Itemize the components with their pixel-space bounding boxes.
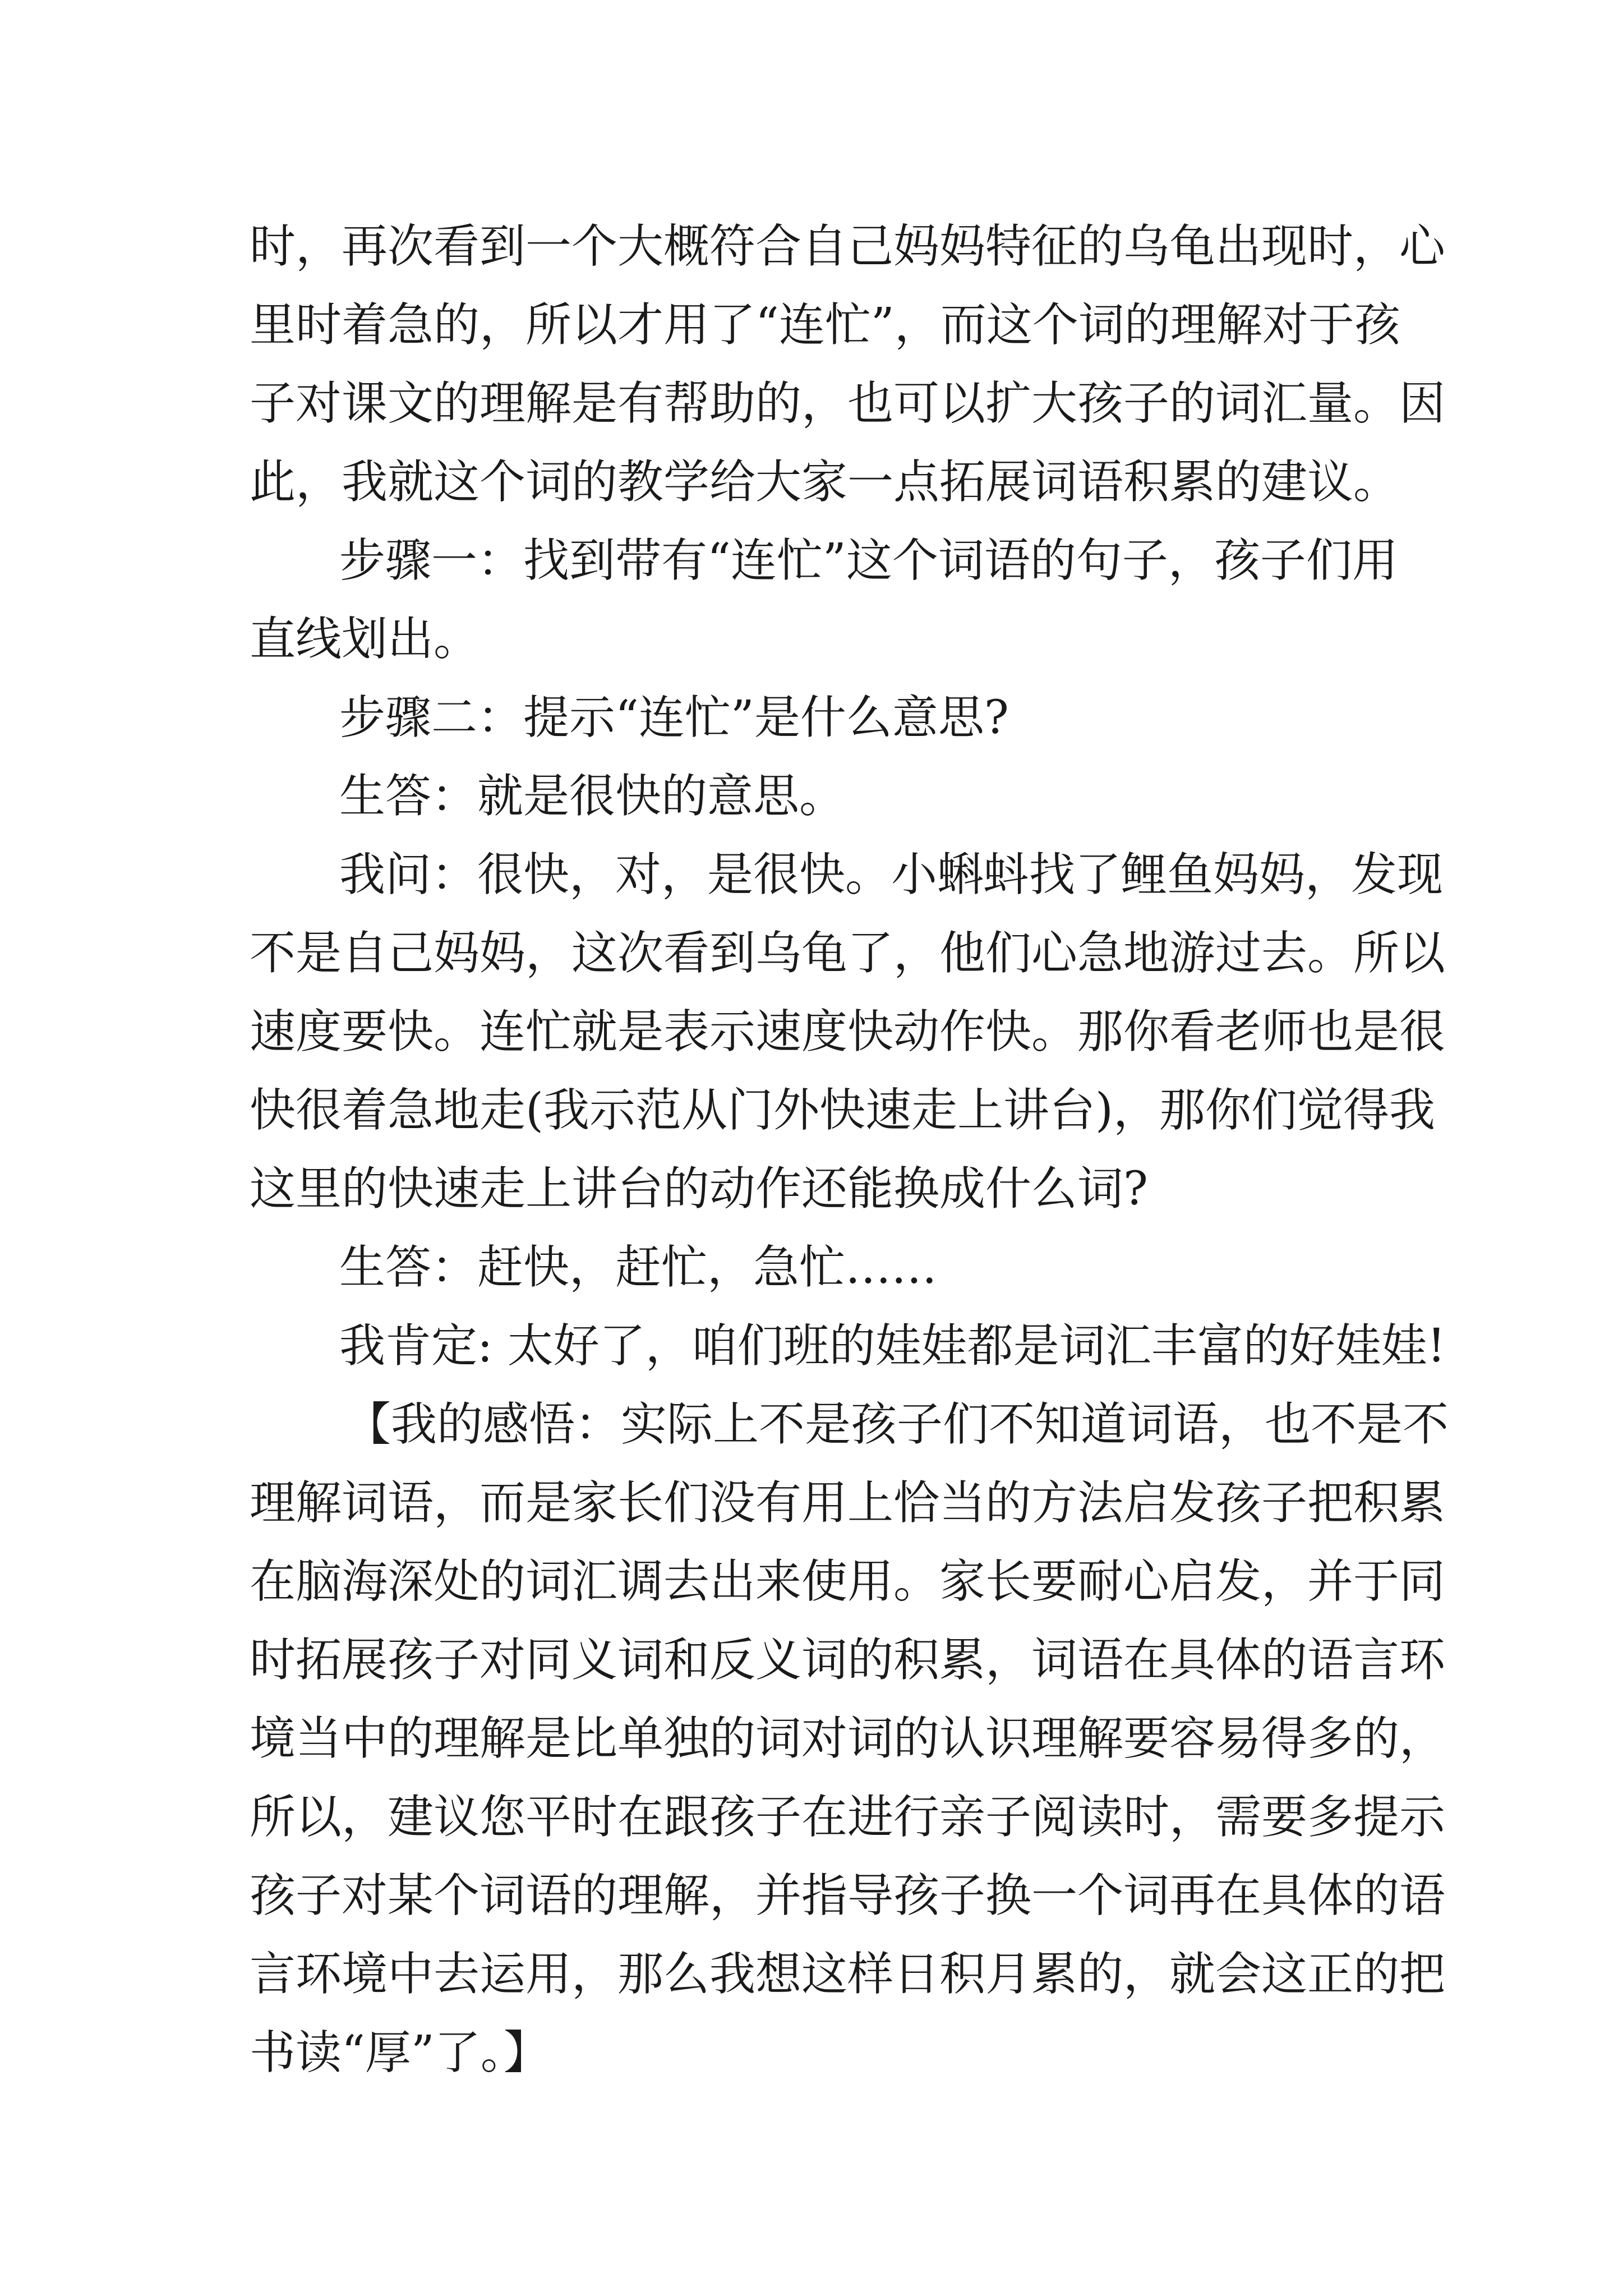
body-text bbox=[250, 208, 1449, 2092]
text-line: 孩子对某个词语的理解，并指导孩子换一个词再在具体的语 bbox=[250, 1869, 1446, 1922]
text-line: 时拓展孩子对同义词和反义词的积累，词语在具体的语言环 bbox=[250, 1634, 1446, 1687]
text-line: 此，我就这个词的教学给大家一点拓展词语积累的建议。 bbox=[250, 455, 1400, 509]
text-line: 书读“厚”了。】 bbox=[250, 2026, 550, 2079]
text-line: 在脑海深处的词汇调去出来使用。家长要耐心启发，并于同 bbox=[250, 1555, 1446, 1608]
text-line: 快很着急地走(我示范从门外快速走上讲台)，那你们觉得我 bbox=[250, 1084, 1435, 1137]
text-line: 言环境中去运用，那么我想这样日积月累的，就会这正的把 bbox=[250, 1948, 1446, 2001]
text-line: 里时着急的，所以才用了“连忙”，而这个词的理解对于孩 bbox=[250, 298, 1400, 352]
text-line: 速度要快。连忙就是表示速度快动作快。那你看老师也是很 bbox=[250, 1005, 1446, 1059]
text-line: 理解词语，而是家长们没有用上恰当的方法启发孩子把积累 bbox=[250, 1476, 1446, 1530]
paragraph-teacher-affirm: 我肯定: 太好了，咱们班的娃娃都是词汇丰富的好娃娃! bbox=[339, 1319, 1446, 1373]
paragraph-reflection: 【我的感悟：实际上不是孩子们不知道词语，也不是不 bbox=[345, 1398, 1449, 1451]
text-line: 这里的快速走上讲台的动作还能换成什么词? bbox=[250, 1162, 1148, 1216]
text-line: 时，再次看到一个大概符合自己妈妈特征的乌龟出现时，心 bbox=[250, 220, 1446, 273]
text-line: 直线划出。 bbox=[250, 613, 480, 666]
paragraph-step-two: 步骤二：提示“连忙”是什么意思? bbox=[339, 691, 1009, 744]
text-line: 子对课文的理解是有帮助的，也可以扩大孩子的词汇量。因 bbox=[250, 377, 1446, 430]
paragraph-teacher-question: 我问：很快，对，是很快。小蝌蚪找了鲤鱼妈妈，发现 bbox=[339, 848, 1444, 901]
paragraph-step-one: 步骤一：找到带有“连忙”这个词语的句子，孩子们用 bbox=[339, 534, 1398, 587]
text-line: 所以，建议您平时在跟孩子在进行亲子阅读时，需要多提示 bbox=[250, 1791, 1446, 1844]
paragraph-student-answer-2: 生答：赶快，赶忙，急忙…… bbox=[339, 1241, 938, 1294]
text-line: 不是自己妈妈，这次看到乌龟了，他们心急地游过去。所以 bbox=[250, 927, 1446, 980]
text-line: 境当中的理解是比单独的词对词的认识理解要容易得多的， bbox=[250, 1712, 1446, 1765]
paragraph-student-answer: 生答：就是很快的意思。 bbox=[339, 770, 846, 823]
